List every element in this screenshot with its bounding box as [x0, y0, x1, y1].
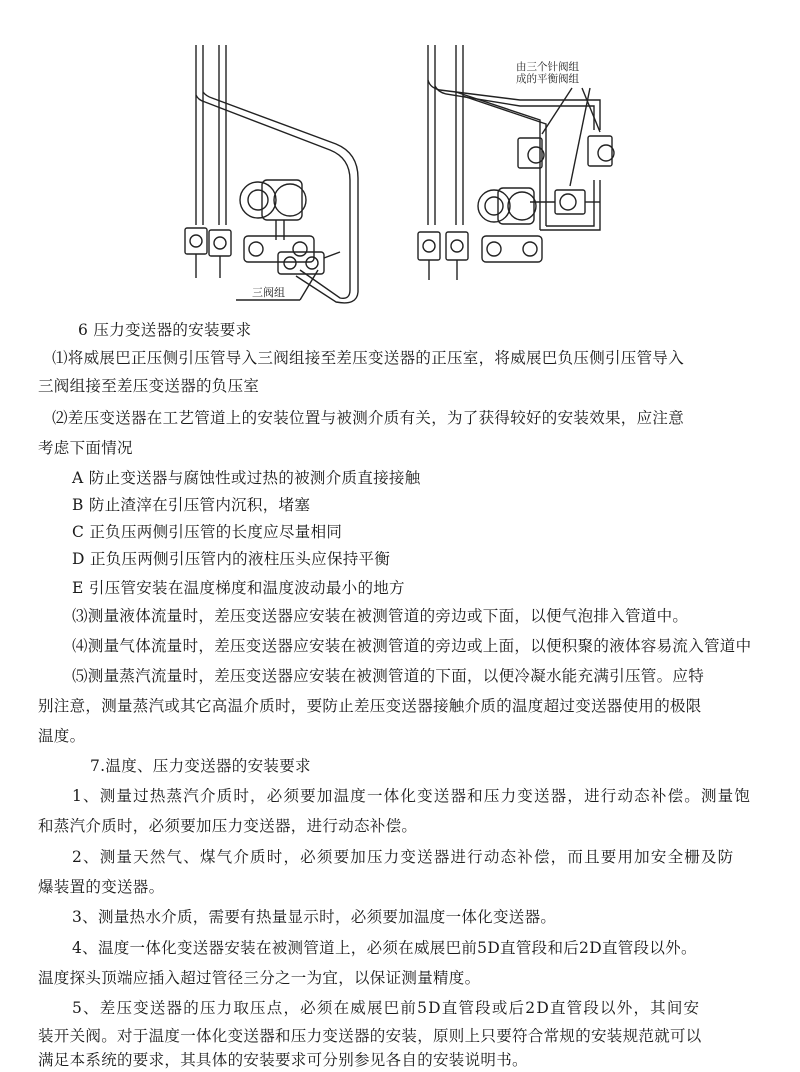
s7-item1-line1: 1、测量过热蒸汽介质时，必须要加温度一体化变送器和压力变送器，进行动态补偿。测量饱 — [72, 787, 752, 805]
section6-heading: 6 压力变送器的安装要求 — [78, 321, 252, 339]
s6-item-b: B 防止渣滓在引压管内沉积，堵塞 — [72, 496, 311, 514]
s6-item-d: D 正负压两侧引压管内的液柱压头应保持平衡 — [72, 550, 391, 568]
s6-item-c: C 正负压两侧引压管的长度应尽量相同 — [72, 523, 343, 541]
left-assembly — [185, 45, 358, 303]
s7-item5-line2: 装开关阀。对于温度一体化变送器和压力变送器的安装，原则上只要符合常规的安装规范就可以 — [38, 1027, 702, 1045]
s7-item5-line3: 满足本系统的要求，其具体的安装要求可分别参见各自的安装说明书。 — [38, 1051, 528, 1069]
section7-heading: 7.温度、压力变送器的安装要求 — [90, 757, 311, 775]
s6-para5-line2: 别注意，测量蒸汽或其它高温介质时，要防止差压变送器接触介质的温度超过变送器使用的极限 — [38, 697, 702, 715]
manifold-label: 三阀组 — [252, 286, 285, 299]
s6-para4: ⑷测量气体流量时，差压变送器应安装在被测管道的旁边或上面，以便积聚的液体容易流入管道中 — [72, 637, 752, 655]
balance-valve-label-2: 成的平衡阀组 — [516, 73, 579, 85]
s7-item4-line2: 温度探头顶端应插入超过管径三分之一为宜，以保证测量精度。 — [38, 969, 481, 987]
s6-para2-line2: 考虑下面情况 — [38, 439, 133, 457]
s6-para2-line1: ⑵差压变送器在工艺管道上的安装位置与被测介质有关，为了获得较好的安装效果，应注意 — [52, 409, 685, 427]
s6-para5-line1: ⑸测量蒸汽流量时，差压变送器应安装在被测管道的下面，以便冷凝水能充满引压管。应特 — [72, 667, 705, 685]
s6-para5-line3: 温度。 — [38, 727, 86, 745]
s6-para1-line2: 三阀组接至差压变送器的负压室 — [38, 377, 260, 395]
s7-item2-line2: 爆装置的变送器。 — [38, 878, 165, 896]
s7-item1-line2: 和蒸汽介质时，必须要加压力变送器，进行动态补偿。 — [38, 817, 418, 835]
installation-diagram — [0, 0, 800, 318]
s7-item2-line1: 2、测量天然气、煤气介质时，必须要加压力变送器进行动态补偿，而且要用加安全栅及防 — [72, 848, 735, 866]
s6-item-e: E 引压管安装在温度梯度和温度波动最小的地方 — [72, 579, 405, 597]
s7-item5-line1: 5、差压变送器的压力取压点，必须在威展巴前5D直管段或后2D直管段以外，其间安 — [72, 999, 701, 1017]
s6-item-a: A 防止变送器与腐蚀性或过热的被测介质直接接触 — [72, 469, 421, 487]
s6-para3: ⑶测量液体流量时，差压变送器应安装在被测管道的旁边或下面，以便气泡排入管道中。 — [72, 607, 689, 625]
s7-item3: 3、测量热水介质，需要有热量显示时，必须要加温度一体化变送器。 — [72, 908, 557, 926]
s7-item4-line1: 4、温度一体化变送器安装在被测管道上，必须在威展巴前5D直管段和后2D直管段以外。 — [72, 939, 697, 957]
balance-valve-label-1: 由三个针阀组 — [516, 61, 579, 73]
s6-para1-line1: ⑴将威展巴正压侧引压管导入三阀组接至差压变送器的正压室，将威展巴负压侧引压管导入 — [52, 349, 685, 367]
